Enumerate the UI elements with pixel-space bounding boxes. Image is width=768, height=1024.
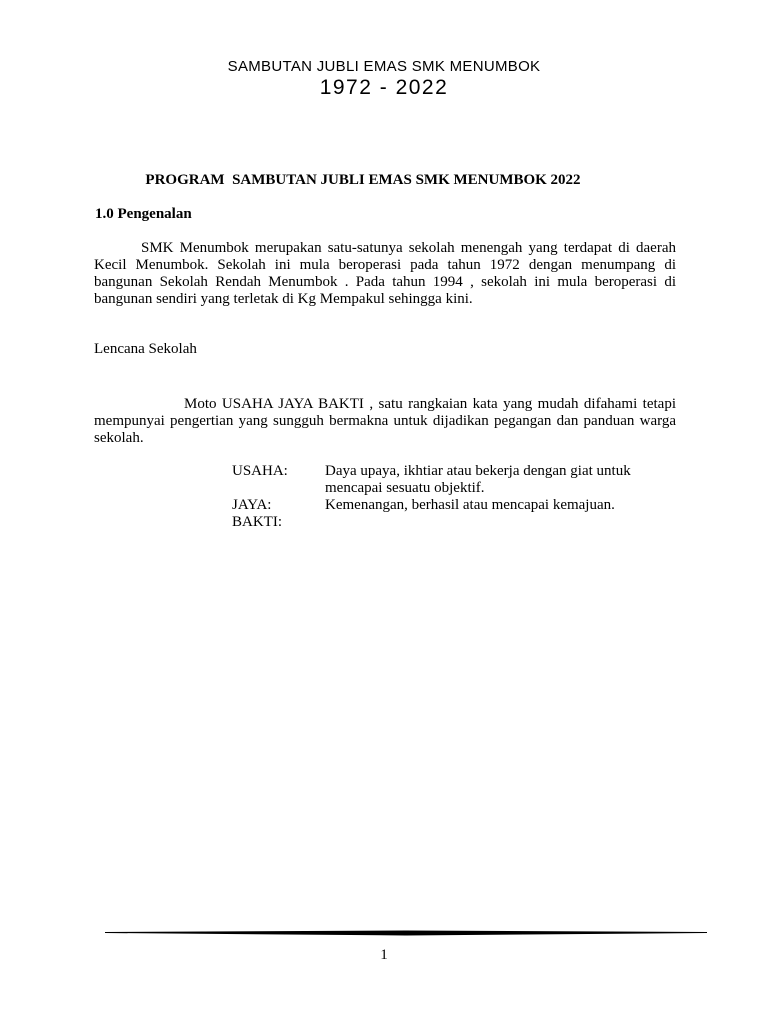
- header-title: SAMBUTAN JUBLI EMAS SMK MENUMBOK: [227, 58, 541, 75]
- moto-term-bakti: BAKTI:: [232, 514, 282, 530]
- page-number: 1: [380, 947, 388, 963]
- header-years: 1972 - 2022: [319, 76, 449, 99]
- moto-paragraph: Moto USAHA JAYA BAKTI , satu rangkaian kata yang mudah difahami tetapi mempunyai pengertian yang sungguh bermakna untuk dijadikan pegangan dan panduan warga sekolah.: [94, 396, 676, 446]
- school-badge-label: Lencana Sekolah: [94, 341, 197, 357]
- moto-definition-usaha: Daya upaya, ikhtiar atau bekerja dengan giat untuk mencapai sesuatu objektif.: [325, 463, 631, 496]
- moto-term-usaha: USAHA:: [232, 463, 288, 479]
- footer-divider: [105, 928, 707, 938]
- intro-paragraph: SMK Menumbok merupakan satu-satunya sekolah menengah yang terdapat di daerah Kecil Menumbok. Sekolah ini mula beroperasi pada tahun 1972 dengan menumpang di bangunan Sekolah Rendah Menumbok . Pada tahun 1994 , sekolah ini mula beroperasi di bangunan sendiri yang terletak di Kg Mempakul sehingga kini.: [94, 240, 676, 307]
- moto-definition-jaya: Kemenangan, berhasil atau mencapai kemajuan.: [325, 497, 615, 513]
- moto-term-jaya: JAYA:: [232, 497, 272, 513]
- section-heading: 1.0 Pengenalan: [95, 206, 192, 222]
- program-title: PROGRAM SAMBUTAN JUBLI EMAS SMK MENUMBOK 2022: [145, 172, 581, 188]
